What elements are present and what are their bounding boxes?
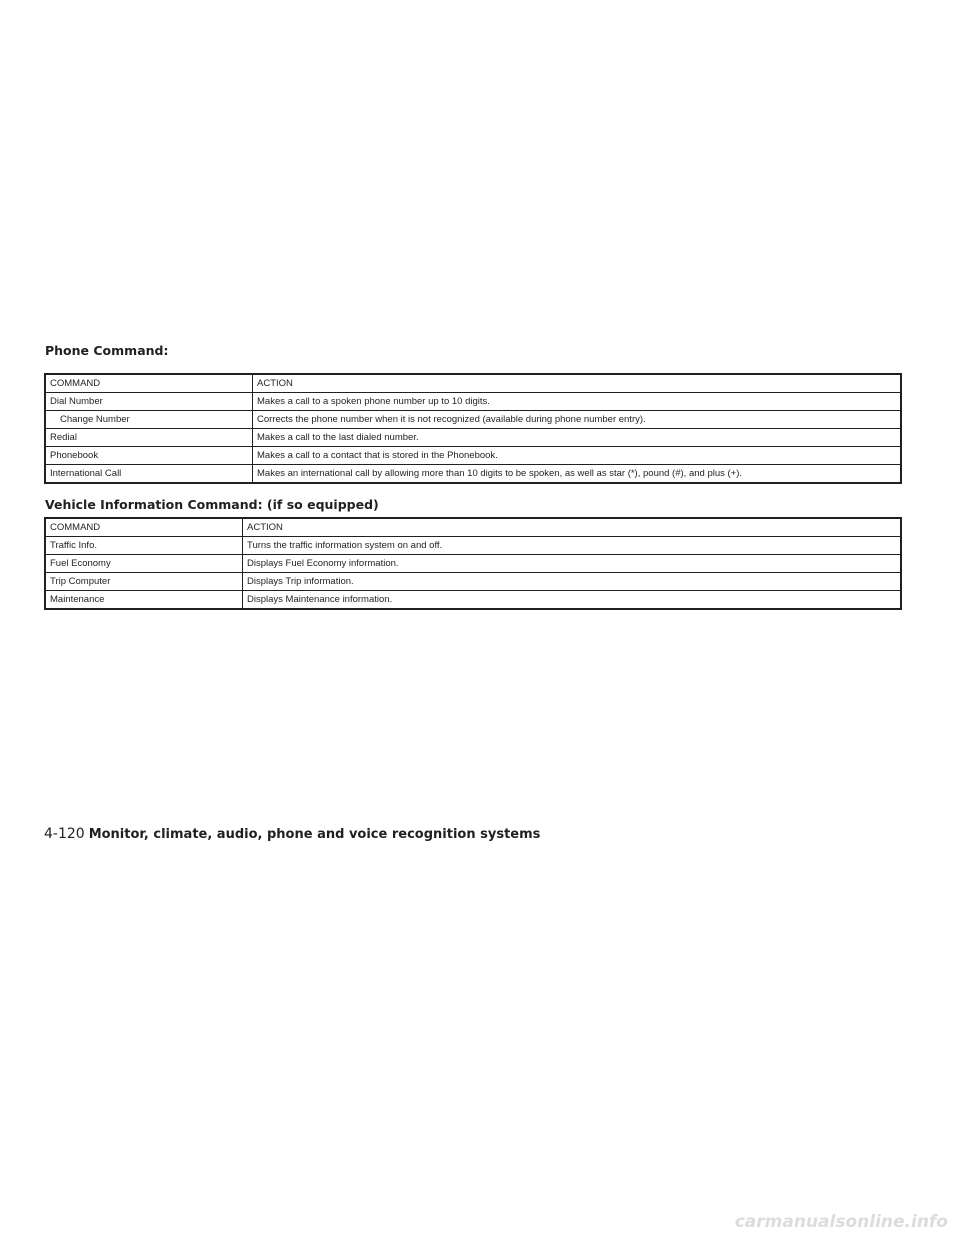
table-row — [45, 465, 901, 484]
action-cell: Displays Maintenance information. — [243, 591, 902, 610]
action-column-header: ACTION — [243, 518, 902, 537]
phone-command-table — [44, 373, 902, 484]
action-cell: Makes a call to a contact that is stored in the Phonebook. — [253, 447, 902, 465]
table-header-row — [45, 374, 901, 393]
table-row — [45, 429, 901, 447]
table-row — [45, 555, 901, 573]
table-row — [45, 591, 901, 610]
vehicle-information-heading: Vehicle Information Command: (if so equipped) — [45, 497, 379, 512]
watermark: carmanualsonline.info — [734, 1212, 948, 1232]
table-row — [45, 447, 901, 465]
command-cell: Trip Computer — [45, 573, 243, 591]
table-row — [45, 537, 901, 555]
command-cell: Phonebook — [45, 447, 253, 465]
command-cell: Redial — [45, 429, 253, 447]
table-row — [45, 573, 901, 591]
table-row — [45, 393, 901, 411]
vehicle-information-table — [44, 517, 902, 610]
command-cell: Change Number — [45, 411, 253, 429]
action-cell: Displays Fuel Economy information. — [243, 555, 902, 573]
command-cell: Dial Number — [45, 393, 253, 411]
command-column-header: COMMAND — [45, 374, 253, 393]
action-column-header: ACTION — [253, 374, 902, 393]
action-cell: Displays Trip information. — [243, 573, 902, 591]
phone-command-heading: Phone Command: — [45, 343, 169, 358]
action-cell: Makes a call to a spoken phone number up to 10 digits. — [253, 393, 902, 411]
action-cell: Corrects the phone number when it is not recognized (available during phone number entry). — [253, 411, 902, 429]
command-cell: International Call — [45, 465, 253, 484]
page-footer — [44, 824, 540, 844]
table-row — [45, 411, 901, 429]
command-cell: Maintenance — [45, 591, 243, 610]
chapter-title: Monitor, climate, audio, phone and voice recognition systems — [88, 827, 541, 842]
page-number: 4-120 — [44, 826, 85, 842]
action-cell: Turns the traffic information system on and off. — [243, 537, 902, 555]
command-cell: Traffic Info. — [45, 537, 243, 555]
action-cell: Makes an international call by allowing more than 10 digits to be spoken, as well as star (*), pound (#), and plus (+). — [253, 465, 902, 484]
action-cell: Makes a call to the last dialed number. — [253, 429, 902, 447]
command-cell: Fuel Economy — [45, 555, 243, 573]
table-header-row — [45, 518, 901, 537]
command-column-header: COMMAND — [45, 518, 243, 537]
